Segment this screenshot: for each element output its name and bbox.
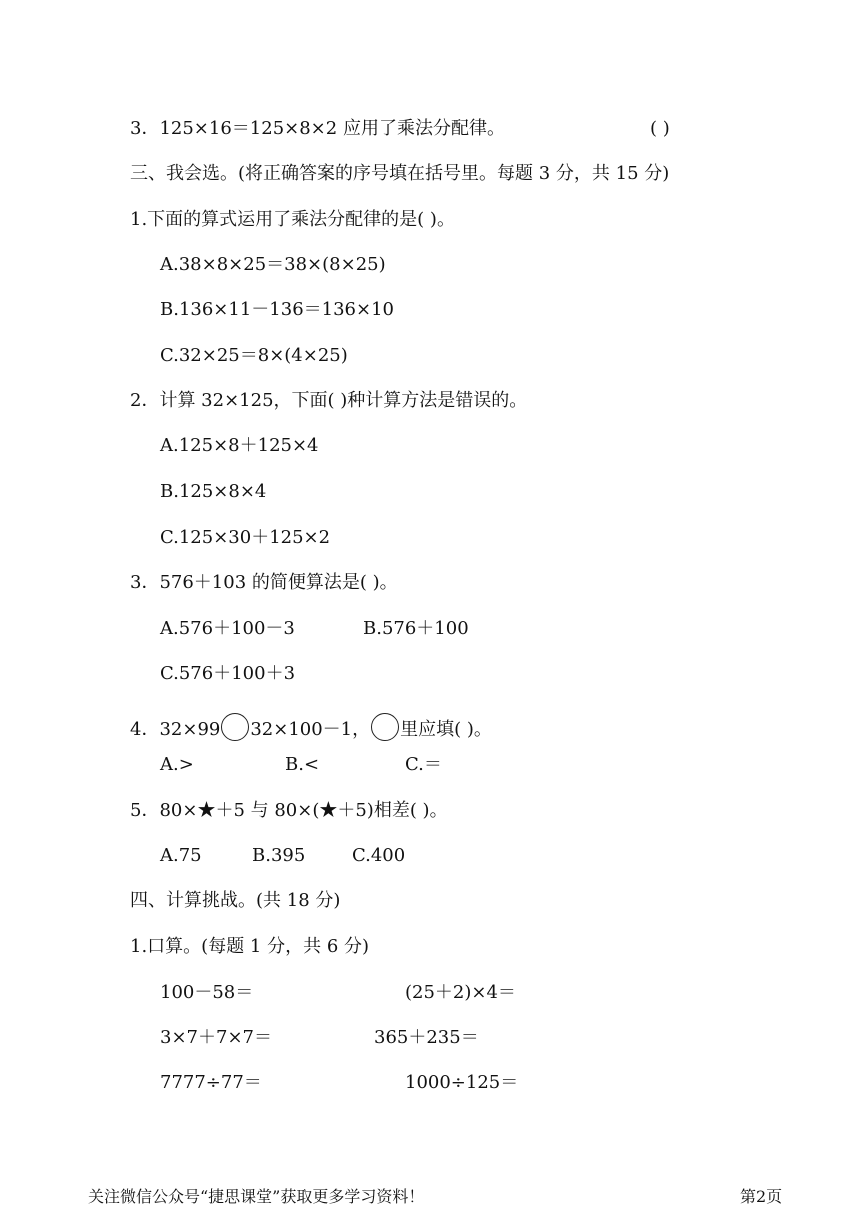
- choice-1-option-a: A.38×8×25＝38×(8×25): [160, 254, 386, 275]
- choice-3-option-a: A.576＋100－3: [160, 618, 295, 639]
- choice-question-3: 3．576＋103 的简便算法是( )。: [130, 572, 398, 593]
- choice-question-1: 1.下面的算式运用了乘法分配律的是( )。: [130, 209, 455, 230]
- oral-calc-item: 100－58＝: [160, 982, 254, 1003]
- choice-2-option-c: C.125×30＋125×2: [160, 527, 331, 548]
- oral-calc-item: 3×7＋7×7＝: [160, 1027, 272, 1048]
- judge-question-3: 3．125×16＝125×8×2 应用了乘法分配律。: [130, 118, 505, 139]
- choice-4-option-c: C.＝: [405, 754, 442, 775]
- choice-4-option-b: B.<: [285, 754, 320, 775]
- page-number: 第2页: [740, 1187, 783, 1206]
- oral-calc-item: 7777÷77＝: [160, 1072, 262, 1093]
- oral-calc-item: 1000÷125＝: [405, 1072, 519, 1093]
- choice-question-4: [130, 713, 492, 742]
- choice-2-option-a: A.125×8＋125×4: [160, 435, 319, 456]
- choice-3-option-c: C.576＋100＋3: [160, 663, 296, 684]
- choice-4-option-a: A.>: [160, 754, 194, 775]
- choice-2-option-b: B.125×8×4: [160, 481, 267, 502]
- section-4-title: 四、计算挑战。(共 18 分): [130, 890, 341, 911]
- choice-question-5: 5．80×★＋5 与 80×(★＋5)相差( )。: [130, 800, 448, 821]
- oral-calc-title: 1.口算。(每题 1 分，共 6 分): [130, 936, 370, 957]
- blank-circle-icon: [371, 713, 399, 741]
- blank-circle-icon: [221, 713, 249, 741]
- choice-1-option-c: C.32×25＝8×(4×25): [160, 345, 348, 366]
- oral-calc-item: 365＋235＝: [374, 1027, 479, 1048]
- oral-calc-item: (25＋2)×4＝: [405, 982, 516, 1003]
- choice-4-text-part3: 里应填( )。: [400, 719, 492, 740]
- choice-3-option-b: B.576＋100: [363, 618, 469, 639]
- choice-5-option-b: B.395: [252, 845, 306, 866]
- choice-5-option-a: A.75: [160, 845, 202, 866]
- choice-4-text-part2: 32×100－1，: [250, 719, 371, 740]
- choice-5-option-c: C.400: [352, 845, 406, 866]
- section-3-title: 三、我会选。(将正确答案的序号填在括号里。每题 3 分，共 15 分): [130, 163, 670, 184]
- choice-question-2: 2．计算 32×125，下面( )种计算方法是错误的。: [130, 390, 528, 411]
- choice-1-option-b: B.136×11－136＝136×10: [160, 299, 394, 320]
- footer-note: 关注微信公众号“捷思课堂”获取更多学习资料！: [88, 1187, 425, 1206]
- choice-4-text-part1: 4．32×99: [130, 719, 221, 740]
- answer-bracket: ( ): [650, 118, 670, 139]
